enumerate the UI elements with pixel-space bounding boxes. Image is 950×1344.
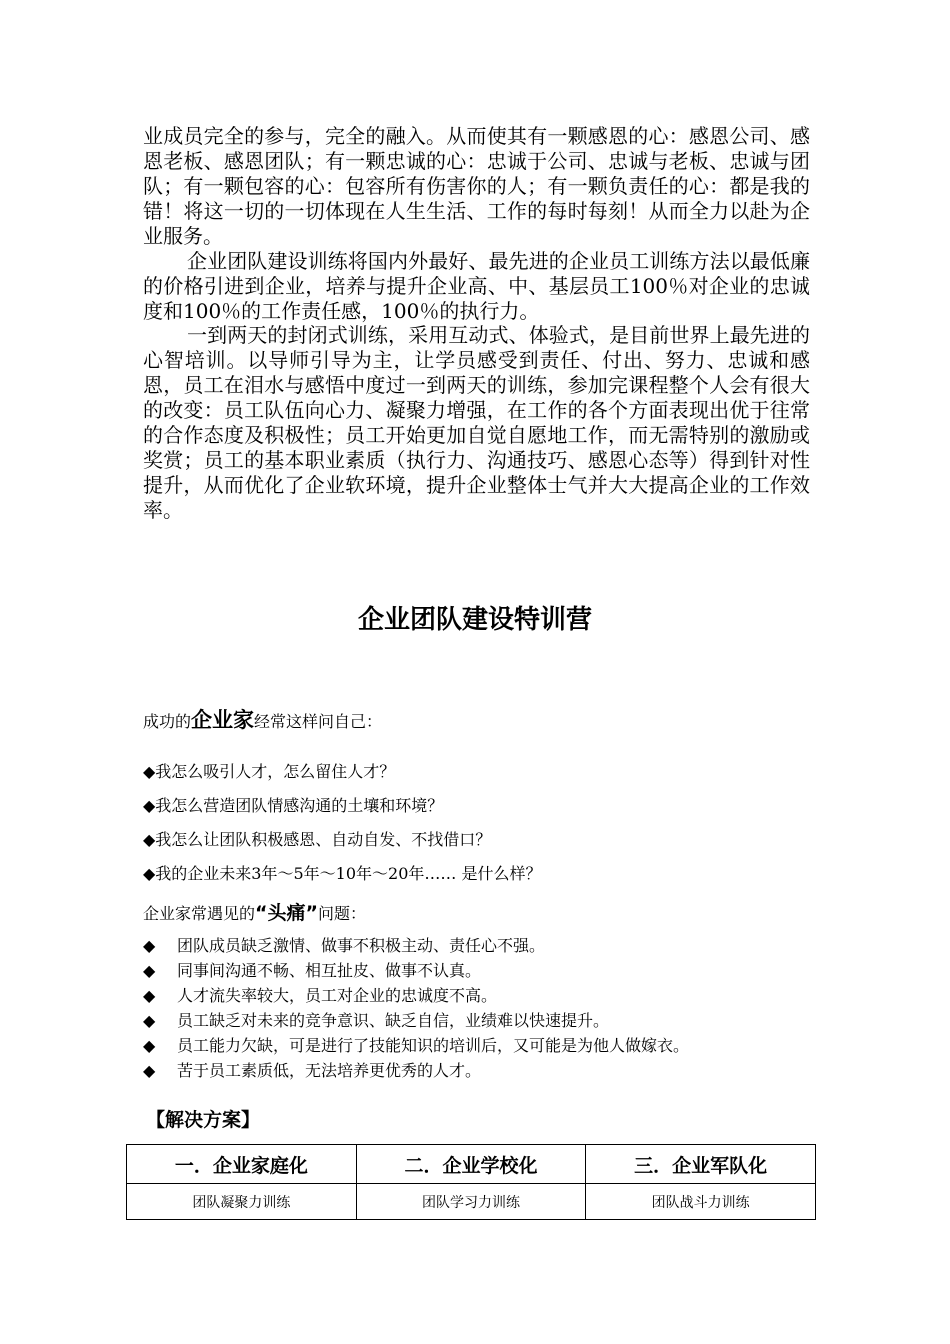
solution-detail-cell: 团队学习力训练 [356, 1184, 586, 1220]
paragraph-3: 一到两天的封闭式训练，采用互动式、体验式，是目前世界上最先进的心智培训。以导师引导为主，让学员感受到责任、付出、努力、忠诚和感恩，员工在泪水与感悟中度过一到两天的训练，参加完课程整个人会有很大的改变：员工队伍向心力、凝聚力增强，在工作的各个方面表现出优于往常的合作态度及积极性；员工开始更加自觉自愿地工作，而无需特别的激励或奖赏；员工的基本职业素质（执行力、沟通技巧、感恩心态等）得到针对性提升，从而优化了企业软环境，提升企业整体士气并大大提高企业的工作效率。 [143, 323, 810, 522]
pain-point-text: 员工缺乏对未来的竞争意识、缺乏自信，业绩难以快速提升。 [177, 1011, 610, 1030]
pain-point-item [143, 1008, 689, 1033]
pain-point-text: 人才流失率较大，员工对企业的忠诚度不高。 [177, 986, 498, 1005]
intro-pre: 成功的 [143, 712, 192, 731]
solution-detail-cell: 团队凝聚力训练 [127, 1184, 357, 1220]
question-2: ◆我怎么营造团队情感沟通的土壤和环境？ [143, 796, 444, 815]
solution-detail-row [127, 1184, 816, 1220]
question-3: ◆我怎么让团队积极感恩、自动自发、不找借口？ [143, 830, 492, 849]
intro-line [143, 706, 382, 736]
pain-point-text: 苦于员工素质低，无法培养更优秀的人才。 [177, 1061, 482, 1080]
pain-highlight: “头痛” [255, 902, 318, 924]
diamond-bullet-icon: ◆ [143, 1036, 156, 1055]
pain-point-item [143, 983, 689, 1008]
section-title: 企业团队建设特训营 [357, 605, 592, 635]
solution-heading-cell: 二．企业学校化 [356, 1145, 586, 1184]
pain-point-list [143, 933, 689, 1083]
pain-point-item [143, 933, 689, 958]
question-1: ◆我怎么吸引人才，怎么留住人才？ [143, 762, 396, 781]
solution-heading-cell: 一．企业家庭化 [127, 1145, 357, 1184]
pain-point-text: 同事间沟通不畅、相互扯皮、做事不认真。 [177, 961, 482, 980]
pain-point-item [143, 958, 689, 983]
solution-heading-cell: 三．企业军队化 [586, 1145, 816, 1184]
solution-detail-cell: 团队战斗力训练 [586, 1184, 816, 1220]
pain-pre: 企业家常遇见的 [143, 904, 256, 923]
question-4: ◆我的企业未来3年～5年～10年～20年…… 是什么样？ [143, 864, 542, 883]
pain-point-item [143, 1033, 689, 1058]
diamond-bullet-icon: ◆ [143, 986, 156, 1005]
diamond-bullet-icon: ◆ [143, 1061, 156, 1080]
pain-post: 问题： [318, 904, 367, 923]
solution-heading: 【解决方案】 [146, 1109, 261, 1131]
diamond-bullet-icon: ◆ [143, 961, 156, 980]
solution-header-row [127, 1145, 816, 1184]
solution-table [126, 1144, 816, 1220]
pain-point-text: 员工能力欠缺，可是进行了技能知识的培训后，又可能是为他人做嫁衣。 [177, 1036, 690, 1055]
diamond-bullet-icon: ◆ [143, 936, 156, 955]
pain-point-item [143, 1058, 689, 1083]
pain-heading [143, 898, 366, 929]
intro-highlight: 企业家 [191, 708, 255, 732]
intro-post: 经常这样问自己： [254, 712, 383, 731]
diamond-bullet-icon: ◆ [143, 1011, 156, 1030]
paragraph-1: 业成员完全的参与，完全的融入。从而使其有一颗感恩的心：感恩公司、感恩老板、感恩团队；有一颗忠诚的心：忠诚于公司、忠诚与老板、忠诚与团队；有一颗包容的心：包容所有伤害你的人；有一颗负责任的心：都是我的错！将这一切的一切体现在人生生活、工作的每时每刻！从而全力以赴为企业服务。 [143, 124, 810, 248]
pain-point-text: 团队成员缺乏激情、做事不积极主动、责任心不强。 [177, 936, 546, 955]
paragraph-2: 企业团队建设训练将国内外最好、最先进的企业员工训练方法以最低廉的价格引进到企业，培养与提升企业高、中、基层员工100％对企业的忠诚度和100％的工作责任感，100％的执行力。 [143, 249, 810, 323]
